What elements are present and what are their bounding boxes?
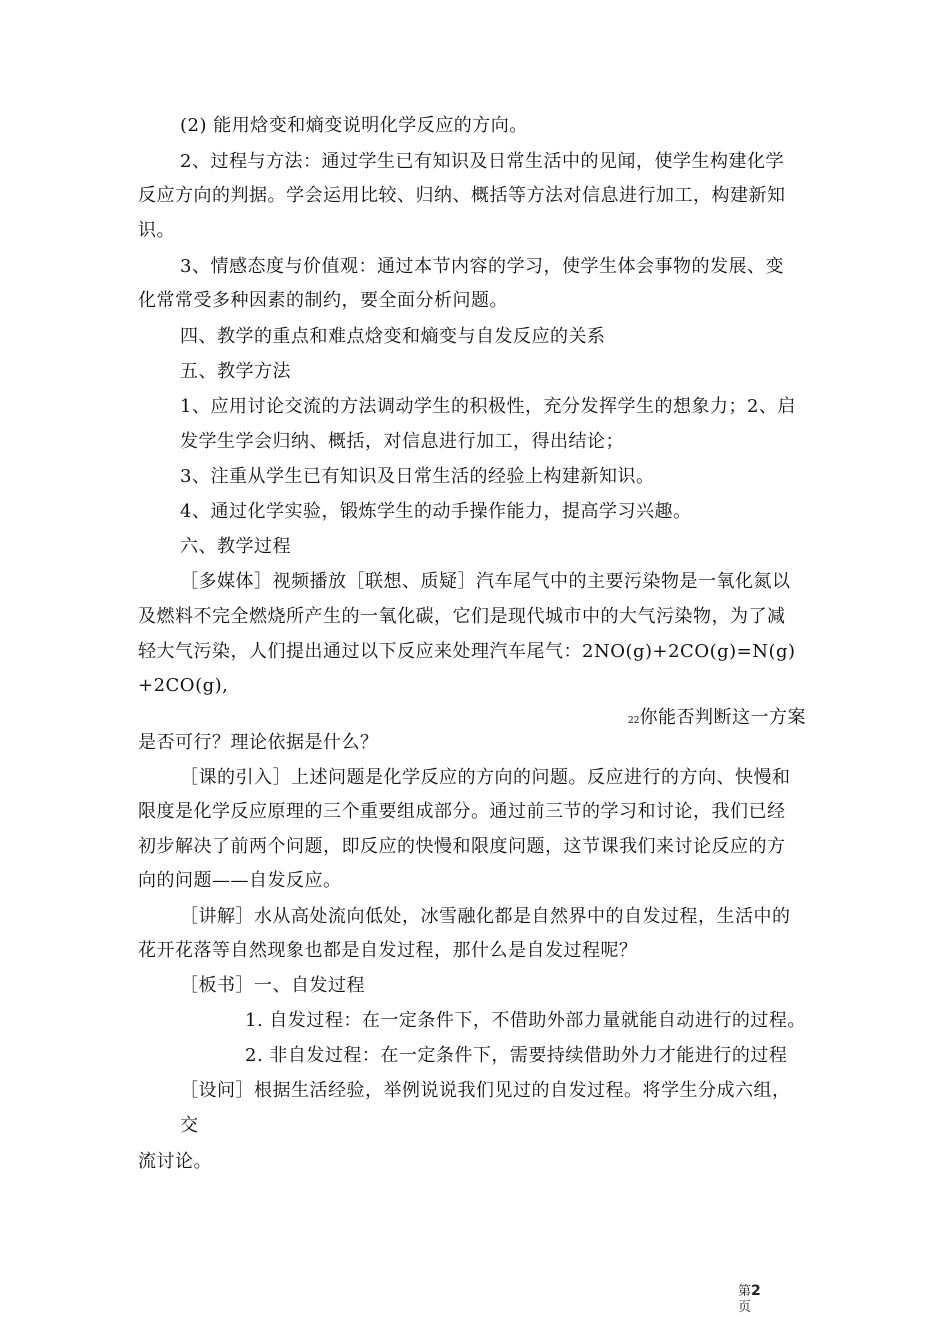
- text-line: +2CO(g),: [138, 675, 229, 696]
- text-line: ［设问］根据生活经验，举例说说我们见过的自发过程。将学生分成六组，: [180, 1080, 791, 1101]
- text-line: 初步解决了前两个问题，即反应的快慢和限度问题，这节课我们来讨论反应的方: [138, 836, 786, 857]
- text-line: 及燃料不完全燃烧所产生的一氧化碳，它们是现代城市中的大气污染物，为了减: [138, 606, 786, 627]
- text-line: 花开花落等自然现象也都是自发过程，那什么是自发过程呢？: [138, 940, 638, 961]
- text-line: 发学生学会归纳、概括，对信息进行加工，得出结论；: [180, 431, 624, 452]
- text-line: 识。: [138, 220, 175, 241]
- text-fragment: 你能否判断这一方案: [639, 707, 806, 728]
- text-line: 限度是化学反应原理的三个重要组成部分。通过前三节的学习和讨论，我们已经: [138, 801, 786, 822]
- list-item: 1. 自发过程：在一定条件下，不借助外部力量就能自动进行的过程。: [245, 1010, 806, 1031]
- page-number-suffix: 页: [738, 1300, 752, 1315]
- text-line: 流讨论。: [138, 1151, 212, 1172]
- text-line: 3、注重从学生已有知识及日常生活的经验上构建新知识。: [180, 466, 655, 487]
- page-number-prefix: 第: [738, 1284, 752, 1299]
- section-heading: 五、教学方法: [180, 361, 291, 382]
- text-line: 3、情感态度与价值观：通过本节内容的学习，使学生体会事物的发展、变: [180, 256, 784, 277]
- section-heading: 六、教学过程: [180, 536, 291, 557]
- text-line: 是否可行？理论依据是什么？: [138, 732, 379, 753]
- text-line: ［多媒体］视频播放［联想、质疑］汽车尾气中的主要污染物是一氧化氮以: [180, 571, 791, 592]
- text-line: 2、过程与方法：通过学生已有知识及日常生活中的见闻，使学生构建化学: [180, 151, 784, 172]
- text-line: 1、应用讨论交流的方法调动学生的积极性，充分发挥学生的想象力；2、启: [180, 396, 796, 417]
- text-line: ［板书］一、自发过程: [180, 975, 365, 996]
- text-line-right: [628, 706, 806, 733]
- text-line: 4、通过化学实验，锻炼学生的动手操作能力，提高学习兴趣。: [180, 501, 692, 522]
- text-line: 化常常受多种因素的制约，要全面分析问题。: [138, 290, 508, 311]
- text-line: ［讲解］水从高处流向低处，冰雪融化都是自然界中的自发过程，生活中的: [180, 906, 791, 927]
- subscript-label: 22: [628, 716, 640, 726]
- list-item: 2. 非自发过程：在一定条件下，需要持续借助外力才能进行的过程: [245, 1045, 788, 1066]
- page-number-value: 2: [751, 1283, 761, 1299]
- text-line: 向的问题——自发反应。: [138, 870, 342, 891]
- text-line: 轻大气污染，人们提出通过以下反应来处理汽车尾气：2NO(g)+2CO(g)=N(g): [138, 641, 796, 662]
- text-line: (2) 能用焓变和熵变说明化学反应的方向。: [180, 115, 528, 136]
- text-line: 反应方向的判据。学会运用比较、归纳、概括等方法对信息进行加工，构建新知: [138, 185, 786, 206]
- text-line: ［课的引入］上述问题是化学反应的方向的问题。反应进行的方向、快慢和: [180, 767, 791, 788]
- section-heading: 四、教学的重点和难点焓变和熵变与自发反应的关系: [180, 326, 606, 347]
- page-number: [738, 1283, 761, 1316]
- text-line: 交: [180, 1115, 199, 1136]
